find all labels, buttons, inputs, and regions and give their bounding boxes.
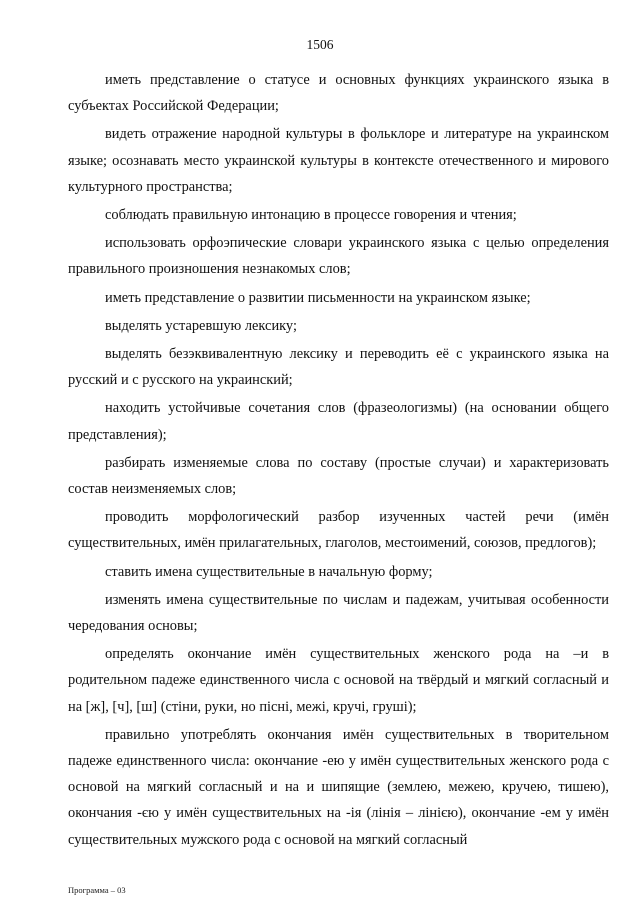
paragraph-4: использовать орфоэпические словари украинского языка с целью определения правильного произношения незнакомых слов;: [68, 235, 609, 278]
footer-note: Программа – 03: [68, 885, 126, 895]
paragraph-14: правильно употреблять окончания имён существительных в творительном падеже единственного числа: окончание -ею у имён существительных женского рода с основой на мягкий согласный и на и шипящие (землею, межею, кручею, тишею), окончания -єю у имён существительных на -ія (лінія – лінією), окончание -ем у имён существительных мужского рода с основой на мягкий согласный: [68, 726, 609, 848]
paragraph-5: иметь представление о развитии письменности на украинском языке;: [105, 289, 531, 306]
paragraph-8: находить устойчивые сочетания слов (фразеологизмы) (на основании общего представления);: [68, 400, 609, 443]
paragraph-7: выделять безэквивалентную лексику и переводить её с украинского языка на русский и с русского на украинский;: [68, 346, 609, 389]
paragraph-1: иметь представление о статусе и основных функциях украинского языка в субъектах Российской Федерации;: [68, 72, 609, 115]
paragraph-11: ставить имена существительные в начальную форму;: [105, 563, 433, 580]
paragraph-2: видеть отражение народной культуры в фольклоре и литературе на украинском языке; осознавать место украинской культуры в контексте отечественного и мирового культурного пространства;: [68, 126, 609, 195]
paragraph-10: проводить морфологический разбор изученных частей речи (имён существительных, имён прилагательных, глаголов, местоимений, союзов, предлогов);: [68, 509, 609, 552]
paragraph-12: изменять имена существительные по числам и падежам, учитывая особенности чередования основы;: [68, 591, 609, 635]
paragraph-13: определять окончание имён существительных женского рода на –и в родительном падеже единственного числа с основой на твёрдый и мягкий согласный и на [ж], [ч], [ш] (стіни, руки, но пісні, межі, кручі, груші);: [68, 646, 609, 715]
paragraph-3: соблюдать правильную интонацию в процессе говорения и чтения;: [105, 207, 517, 224]
page-number: 1506: [306, 37, 334, 52]
page-content: [68, 67, 609, 855]
paragraph-6: выделять устаревшую лексику;: [105, 317, 297, 334]
paragraph-9: разбирать изменяемые слова по составу (простые случаи) и характеризовать состав неизменяемых слов;: [68, 454, 609, 498]
